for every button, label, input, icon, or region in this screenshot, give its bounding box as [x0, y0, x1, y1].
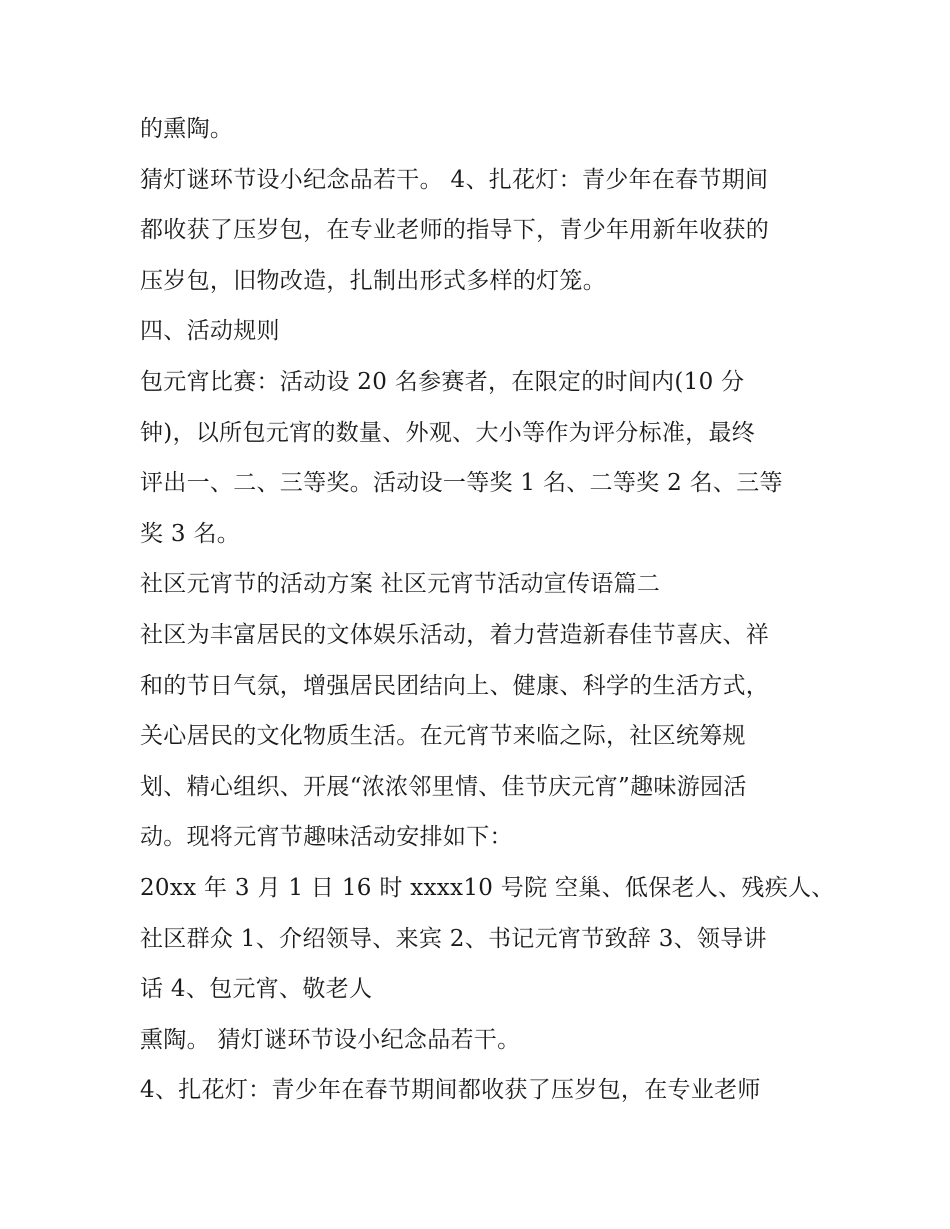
text-line: 动。现将元宵节趣味活动安排如下： [140, 824, 513, 851]
text-line: 包元宵比赛：活动设 20 名参赛者，在限定的时间内(10 分 [140, 368, 745, 395]
text-line: 钟)，以所包元宵的数量、外观、大小等作为评分标准，最终 [140, 419, 756, 446]
text-line: 20xx 年 3 月 1 日 16 时 xxxx10 号院 空巢、低保老人、残疾人、 [140, 874, 835, 901]
text-line: 社区为丰富居民的文体娱乐活动，着力营造新春佳节喜庆、祥 [140, 621, 770, 648]
section-title: 社区元宵节的活动方案 社区元宵节活动宣传语篇二 [140, 571, 661, 598]
text-line: 猜灯谜环节设小纪念品若干。 4、扎花灯：青少年在春节期间 [140, 166, 769, 193]
text-line: 的熏陶。 [140, 116, 234, 142]
text-line: 和的节日气氛，增强居民团结向上、健康、科学的生活方式， [140, 672, 770, 699]
text-line: 话 4、包元宵、敬老人 [140, 976, 373, 1003]
section-heading: 四、活动规则 [140, 318, 280, 345]
text-line: 划、精心组织、开展“浓浓邻里情、佳节庆元宵”趣味游园活 [140, 773, 747, 800]
text-line: 关心居民的文化物质生活。在元宵节来临之际，社区统筹规 [140, 723, 746, 750]
text-line: 评出一、二、三等奖。活动设一等奖 1 名、二等奖 2 名、三等 [140, 470, 783, 497]
text-line: 社区群众 1、介绍领导、来宾 2、书记元宵节致辞 3、领导讲 [140, 925, 767, 952]
text-line: 压岁包，旧物改造，扎制出形式多样的灯笼。 [140, 267, 606, 294]
text-line: 奖 3 名。 [140, 520, 241, 547]
text-line: 4、扎花灯：青少年在春节期间都收获了压岁包，在专业老师 [140, 1077, 761, 1104]
text-line: 熏陶。 猜灯谜环节设小纪念品若干。 [140, 1026, 521, 1053]
text-line: 都收获了压岁包，在专业老师的指导下，青少年用新年收获的 [140, 217, 770, 244]
document-body [140, 104, 840, 1116]
